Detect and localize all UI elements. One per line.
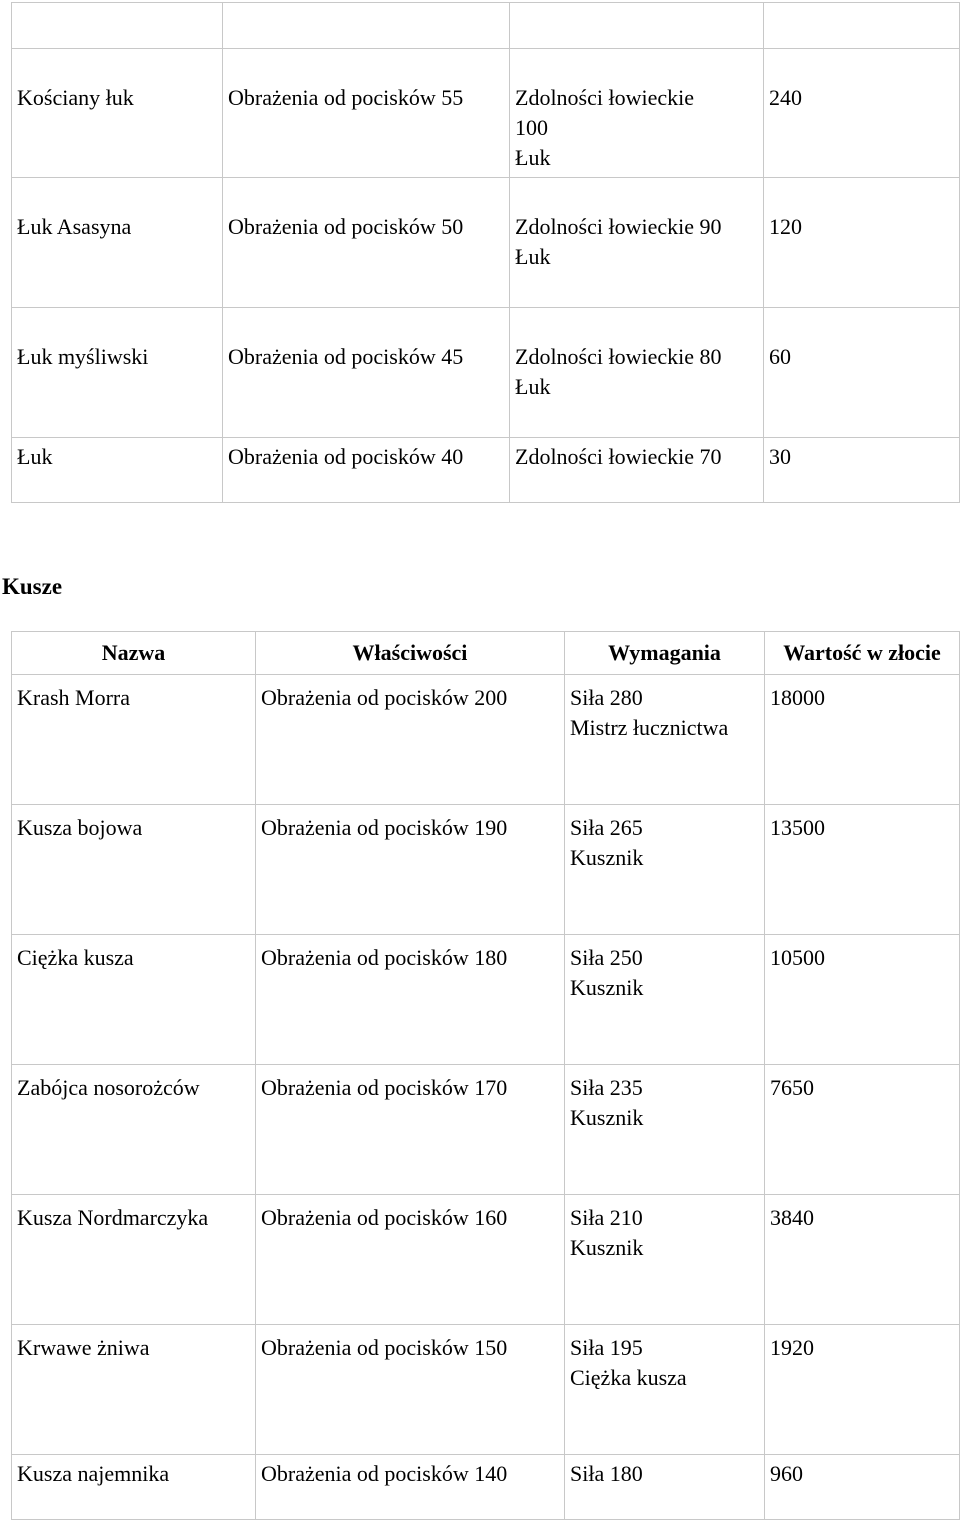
item-properties: Obrażenia od pocisków 200 xyxy=(256,675,565,805)
item-requirements xyxy=(510,49,764,178)
table-header-row xyxy=(12,632,960,675)
table-row xyxy=(12,1325,960,1455)
table-row xyxy=(12,1065,960,1195)
item-requirements xyxy=(510,308,764,438)
empty-cell xyxy=(510,3,764,49)
item-name: Kościany łuk xyxy=(12,49,223,178)
item-value: 240 xyxy=(764,49,960,178)
requirement-line: Kusznik xyxy=(570,1235,644,1260)
requirement-line: Kusznik xyxy=(570,845,644,870)
item-name: Zabójca nosorożców xyxy=(12,1065,256,1195)
item-properties: Obrażenia od pocisków 150 xyxy=(256,1325,565,1455)
requirement-line: Zdolności łowieckie 90 xyxy=(515,214,722,239)
table-row xyxy=(12,675,960,805)
table-row xyxy=(12,1195,960,1325)
requirement-line: 100 xyxy=(515,115,548,140)
item-requirements xyxy=(565,1325,765,1455)
requirement-line: Łuk xyxy=(515,374,551,399)
requirement-line: Siła 250 xyxy=(570,945,643,970)
item-name: Łuk myśliwski xyxy=(12,308,223,438)
item-name: Łuk Asasyna xyxy=(12,178,223,308)
table-row xyxy=(12,935,960,1065)
item-properties: Obrażenia od pocisków 180 xyxy=(256,935,565,1065)
empty-cell xyxy=(764,3,960,49)
requirement-line: Zdolności łowieckie xyxy=(515,85,695,110)
item-value: 10500 xyxy=(765,935,960,1065)
requirement-line: Siła 265 xyxy=(570,815,643,840)
requirement-line: Siła 280 xyxy=(570,685,643,710)
table-row xyxy=(12,49,960,178)
item-name: Kusza Nordmarczyka xyxy=(12,1195,256,1325)
item-name: Kusza najemnika xyxy=(12,1455,256,1520)
item-value: 3840 xyxy=(765,1195,960,1325)
table-row xyxy=(12,438,960,503)
item-requirements xyxy=(565,1195,765,1325)
requirement-line: Siła 180 xyxy=(570,1461,643,1486)
item-requirements xyxy=(565,805,765,935)
item-properties: Obrażenia od pocisków 170 xyxy=(256,1065,565,1195)
column-header-requirements: Wymagania xyxy=(565,632,765,675)
table-row xyxy=(12,308,960,438)
item-value: 13500 xyxy=(765,805,960,935)
item-requirements xyxy=(510,178,764,308)
bows-table xyxy=(11,2,960,503)
requirement-line: Siła 195 xyxy=(570,1335,643,1360)
item-value: 1920 xyxy=(765,1325,960,1455)
item-requirements xyxy=(565,675,765,805)
requirement-line: Kusznik xyxy=(570,975,644,1000)
item-properties: Obrażenia od pocisków 55 xyxy=(223,49,510,178)
column-header-value: Wartość w złocie xyxy=(765,632,960,675)
item-requirements xyxy=(510,438,764,503)
section-title: Kusze xyxy=(2,574,63,599)
item-name: Łuk xyxy=(12,438,223,503)
item-name: Kusza bojowa xyxy=(12,805,256,935)
requirement-line: Ciężka kusza xyxy=(570,1365,687,1390)
column-header-properties: Właściwości xyxy=(256,632,565,675)
item-requirements xyxy=(565,1065,765,1195)
item-requirements xyxy=(565,935,765,1065)
item-value: 18000 xyxy=(765,675,960,805)
item-requirements xyxy=(565,1455,765,1520)
column-header-name: Nazwa xyxy=(12,632,256,675)
table-row xyxy=(12,805,960,935)
table-row-empty xyxy=(12,3,960,49)
empty-cell xyxy=(12,3,223,49)
item-properties: Obrażenia od pocisków 160 xyxy=(256,1195,565,1325)
item-properties: Obrażenia od pocisków 40 xyxy=(223,438,510,503)
item-name: Krash Morra xyxy=(12,675,256,805)
item-value: 30 xyxy=(764,438,960,503)
requirement-line: Zdolności łowieckie 70 xyxy=(515,444,722,469)
requirement-line: Łuk xyxy=(515,145,551,170)
requirement-line: Siła 210 xyxy=(570,1205,643,1230)
table-row xyxy=(12,1455,960,1520)
item-value: 7650 xyxy=(765,1065,960,1195)
table-row xyxy=(12,178,960,308)
item-name: Ciężka kusza xyxy=(12,935,256,1065)
requirement-line: Zdolności łowieckie 80 xyxy=(515,344,722,369)
item-value: 60 xyxy=(764,308,960,438)
requirement-line: Łuk xyxy=(515,244,551,269)
item-value: 960 xyxy=(765,1455,960,1520)
empty-cell xyxy=(223,3,510,49)
item-properties: Obrażenia od pocisków 50 xyxy=(223,178,510,308)
crossbows-table xyxy=(11,631,960,1520)
requirement-line: Siła 235 xyxy=(570,1075,643,1100)
requirement-line: Mistrz łucznictwa xyxy=(570,715,729,740)
item-value: 120 xyxy=(764,178,960,308)
item-properties: Obrażenia od pocisków 45 xyxy=(223,308,510,438)
item-name: Krwawe żniwa xyxy=(12,1325,256,1455)
requirement-line: Kusznik xyxy=(570,1105,644,1130)
item-properties: Obrażenia od pocisków 190 xyxy=(256,805,565,935)
item-properties: Obrażenia od pocisków 140 xyxy=(256,1455,565,1520)
